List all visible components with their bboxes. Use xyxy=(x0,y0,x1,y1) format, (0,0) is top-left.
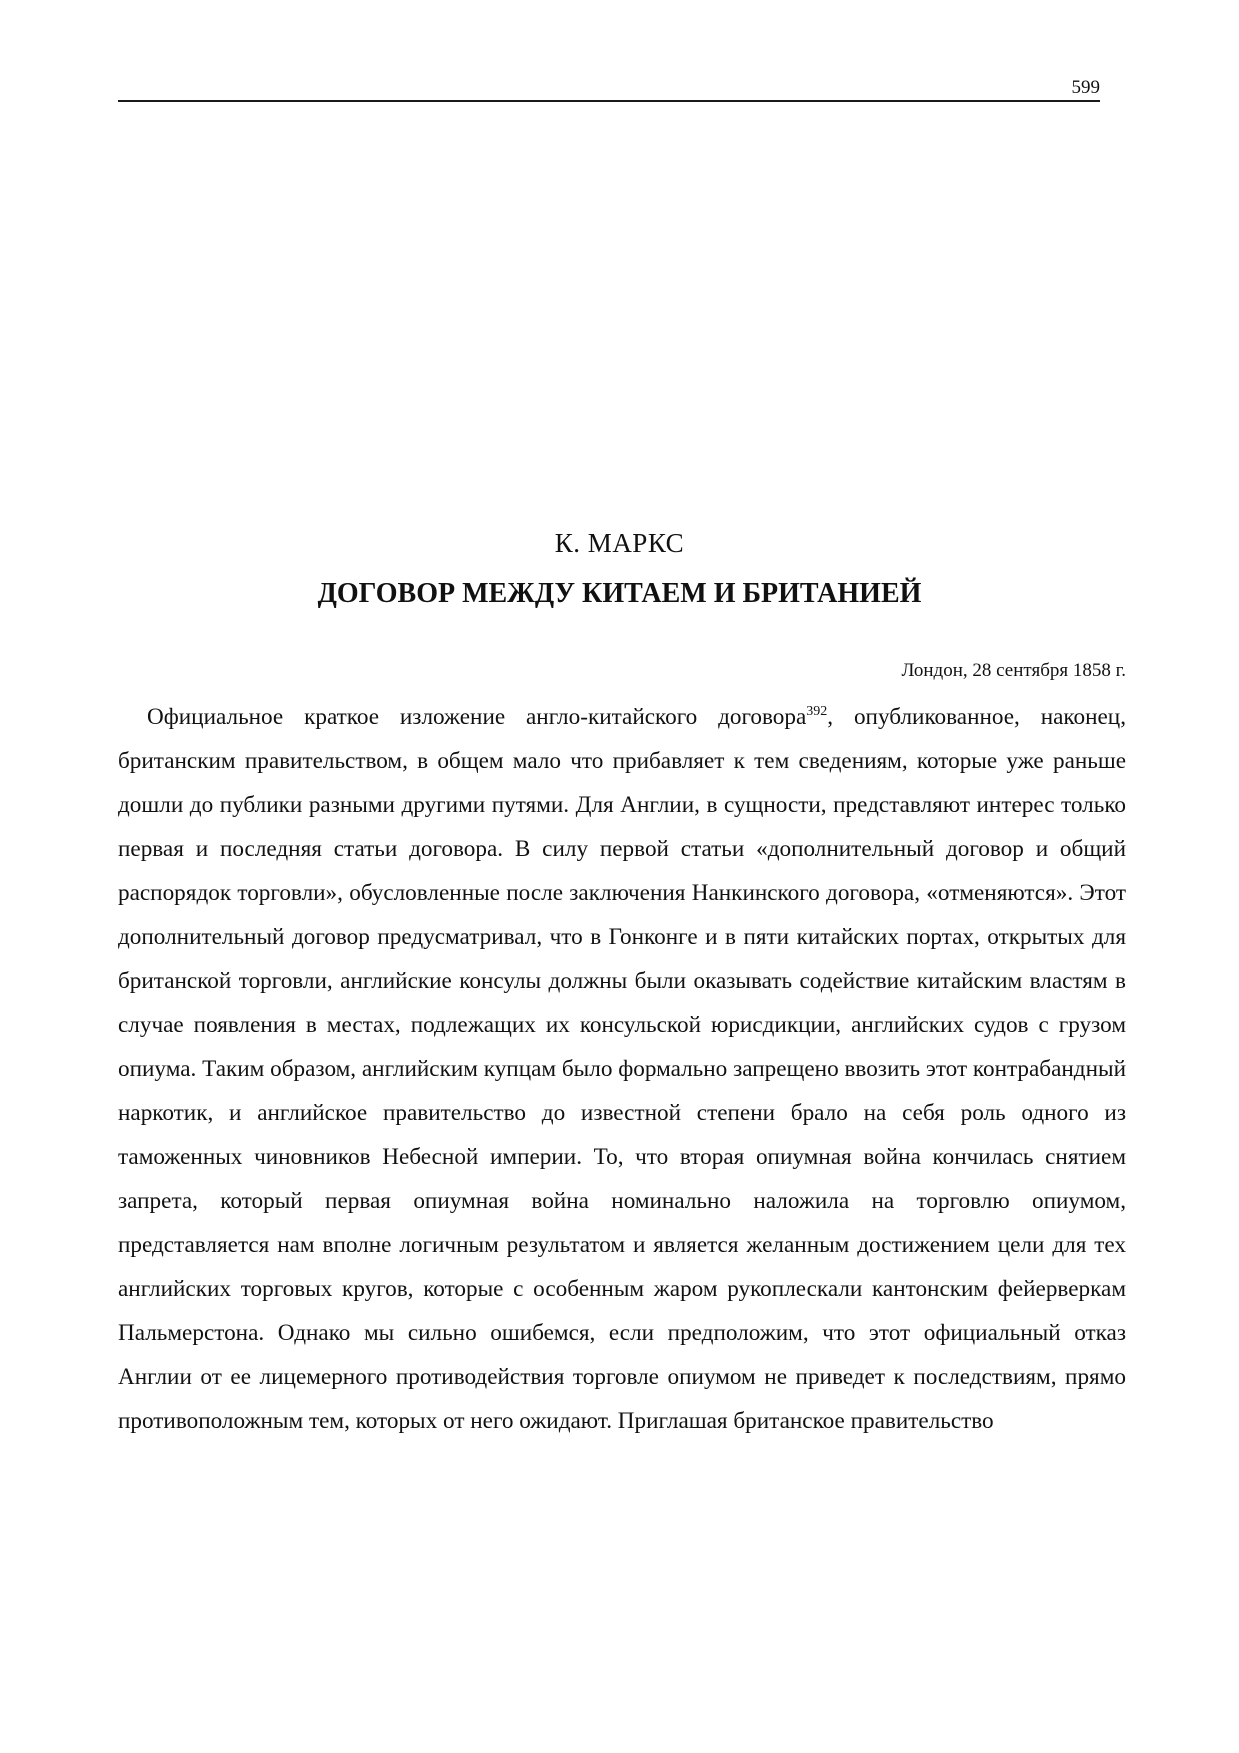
article-author: К. МАРКС xyxy=(554,528,685,558)
article-title: ДОГОВОР МЕЖДУ КИТАЕМ И БРИТАНИЕЙ xyxy=(317,578,922,609)
paragraph-start: Официальное краткое изложение англо-китайского договора xyxy=(147,704,807,730)
paragraph-rest: , опубликованное, наконец, британским правительством, в общем мало что прибавляет к тем сведениям, которые уже раньше дошли до публики разными другими путями. Для Англии, в сущности, представляют интерес только первая и последняя статьи договора. В силу первой статьи «дополнительный договор и общий распорядок торговли», обусловленные после заключения Нанкинского договора, «отменяются». Этот дополнительный договор предусматривал, что в Гонконге и в пяти китайских портах, открытых для британской торговли, английские консулы должны были оказывать содействие китайским властям в случае появления в местах, подлежащих их консульской юрисдикции, английских судов с грузом опиума. Таким образом, английским купцам было формально запрещено ввозить этот контрабандный наркотик, и английское правительство до известной степени брало на себя роль одного из таможенных чиновников Небесной империи. То, что вторая опиумная война кончилась снятием запрета, который первая опиумная война номинально наложила на торговлю опиумом, представляется нам вполне логичным результатом и является желанным достижением цели для тех английских торговых кругов, которые с особенным жаром рукоплескали кантонским фейерверкам Пальмерстона. Однако мы сильно ошибемся, если предположим, что этот официальный отказ Англии от ее лицемерного противодействия торговле опиумом не приведет к последствиям, прямо противоположным тем, которых от него ожидают. Приглашая британское правительство xyxy=(118,704,1127,1434)
page-number: 599 xyxy=(1071,77,1100,98)
footnote-reference[interactable]: 392 xyxy=(806,704,828,719)
running-head xyxy=(118,72,1100,102)
article-dateline: Лондон, 28 сентября 1858 г. xyxy=(901,660,1126,681)
body-paragraph xyxy=(118,695,1126,1443)
